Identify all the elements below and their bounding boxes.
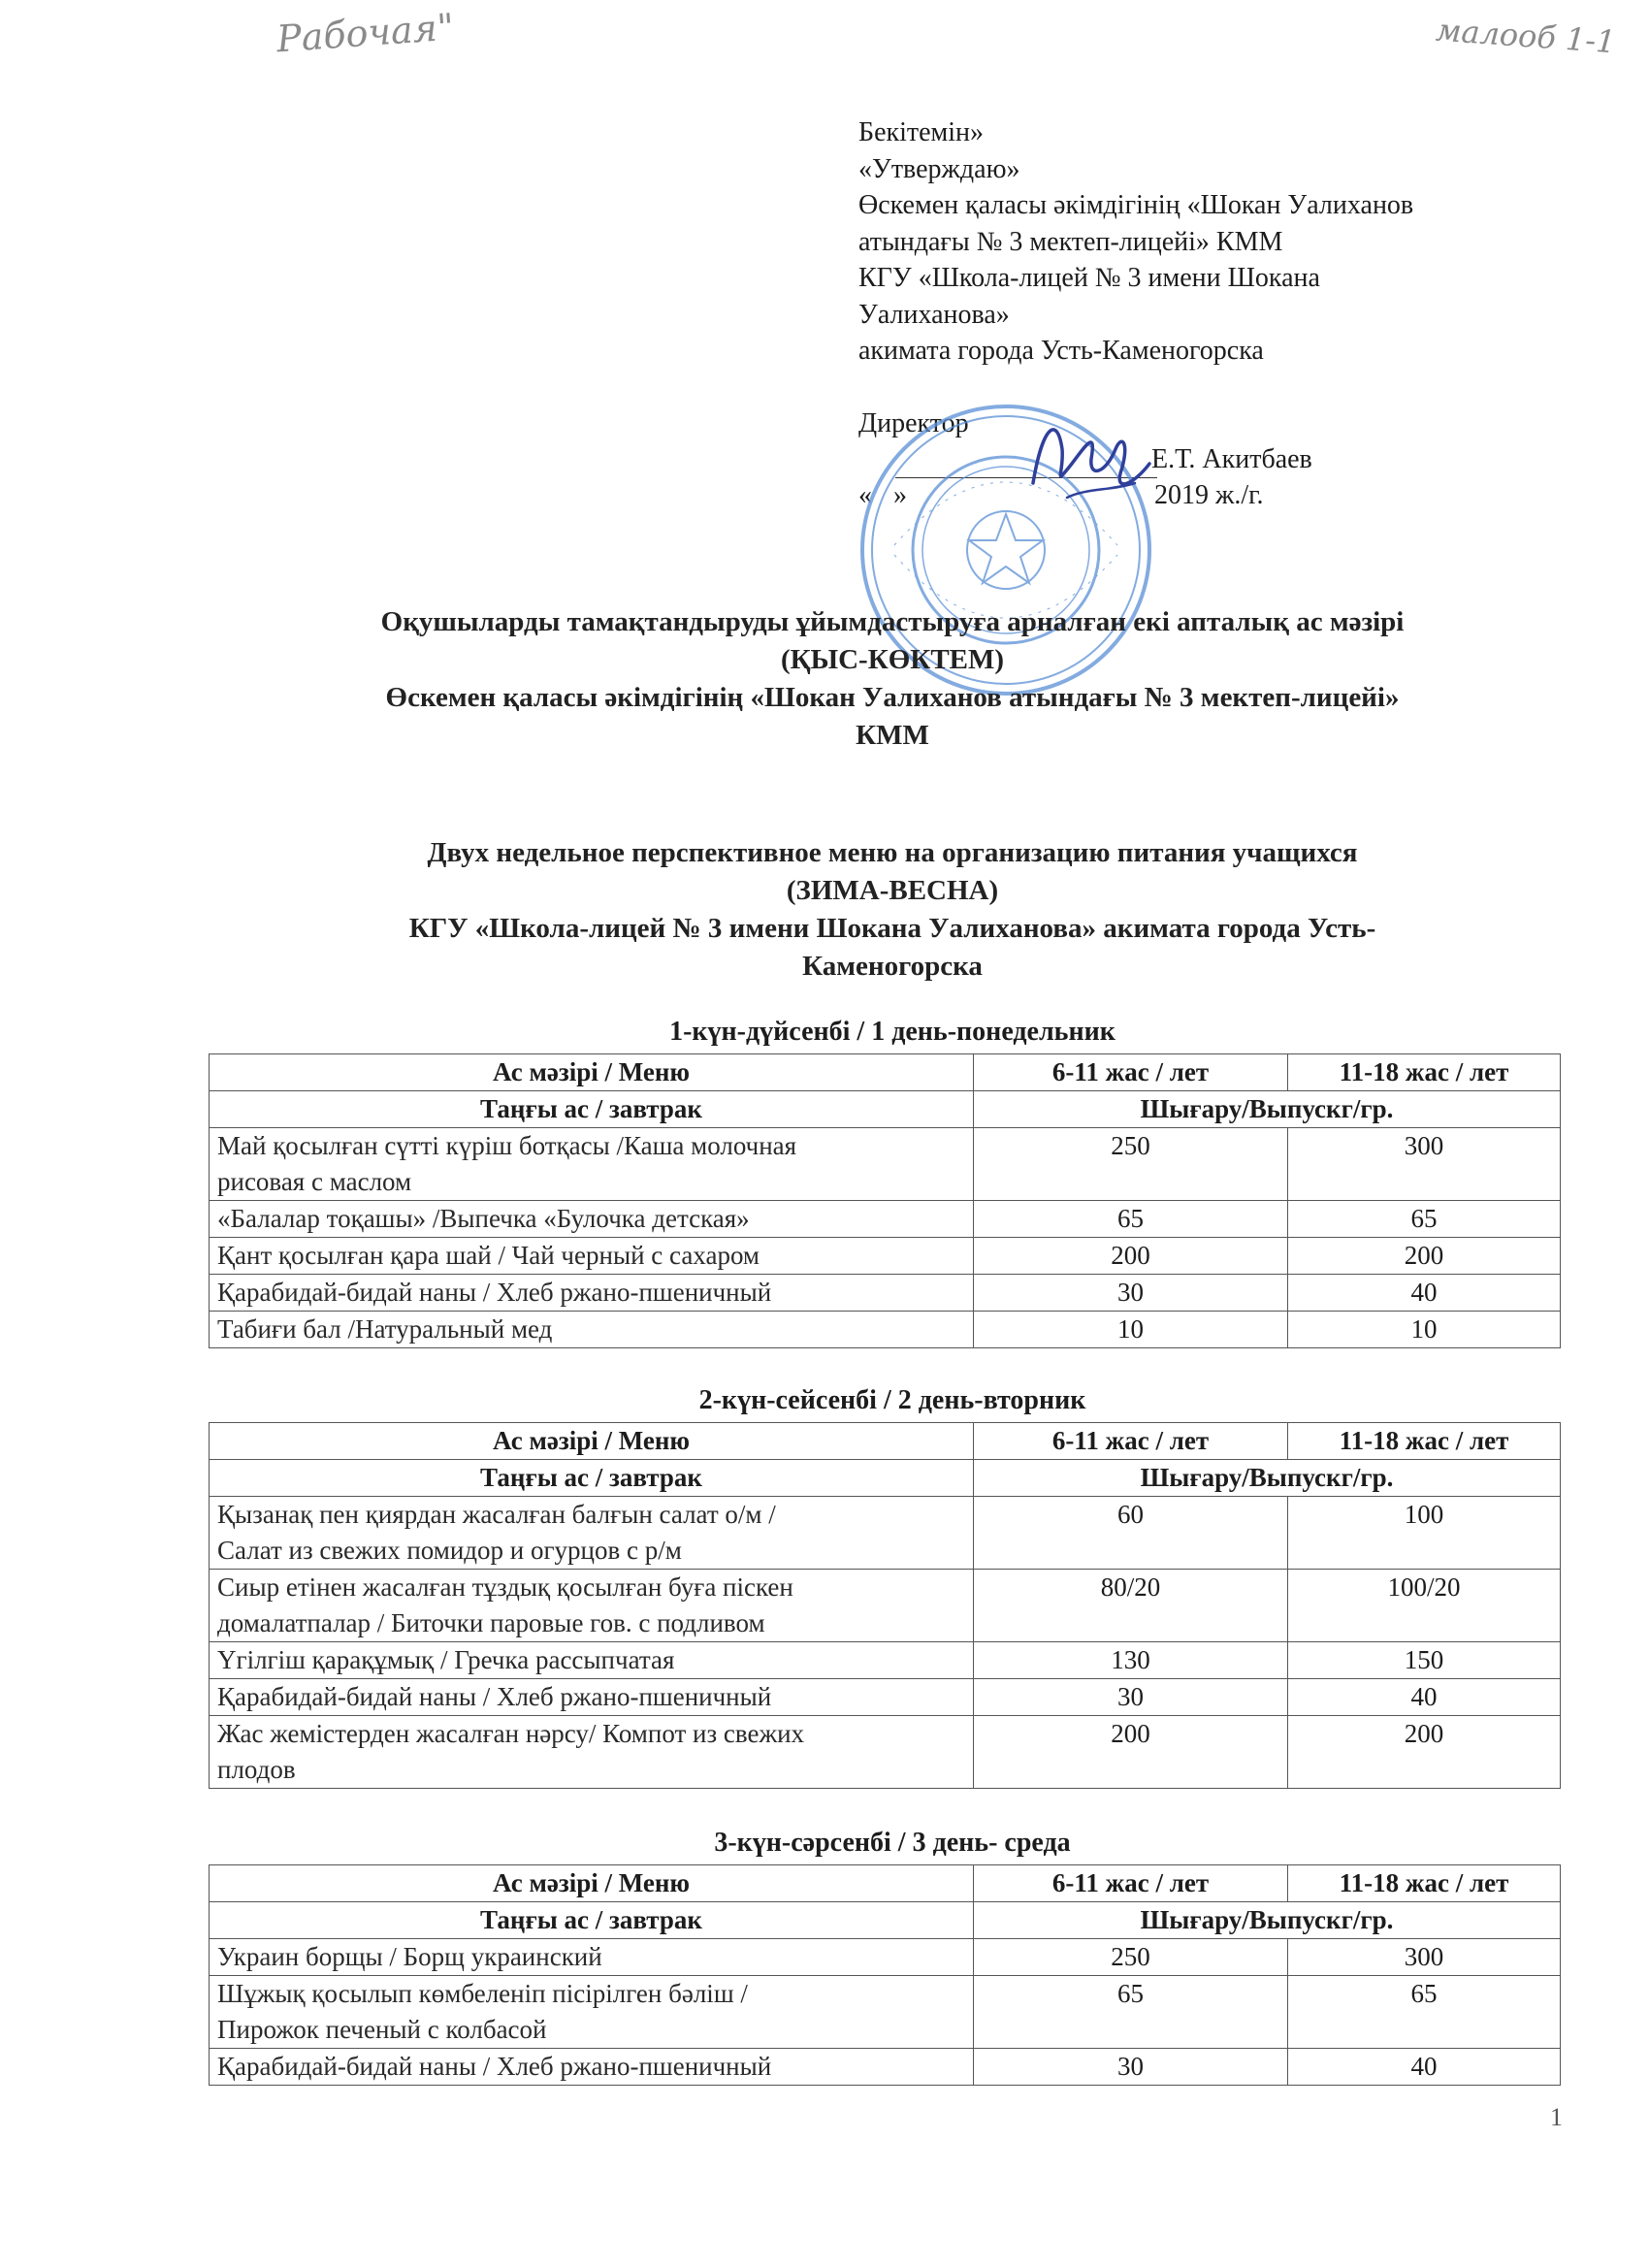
header-age-6-11: 6-11 жас / лет [974,1054,1288,1091]
header-menu: Ас мәзірі / Меню [210,1054,974,1091]
approval-line: Өскемен қаласы әкімдігінің «Шокан Уалиханов [858,190,1414,220]
portion-11-18: 65 [1288,1976,1561,2049]
portion-11-18: 200 [1288,1716,1561,1789]
table-row [210,1939,1561,1976]
heading-ru-line: КГУ «Школа-лицей № 3 имени Шокана Уалиханова» акимата города Усть- [408,913,1376,944]
table-row [210,1201,1561,1238]
heading-kz-line: (ҚЫС-КӨКТЕМ) [780,644,1005,675]
portion-6-11: 30 [974,1679,1288,1716]
approval-line: акимата города Усть-Каменогорска [858,336,1264,366]
portion-11-18: 40 [1288,1679,1561,1716]
portion-11-18: 40 [1288,2049,1561,2086]
date-close-quote: » [893,480,907,510]
dish-name: рисовая с маслом [217,1167,412,1196]
dish-name: Қарабидай-бидай наны / Хлеб ржано-пшеничный [210,1679,974,1716]
header-meal: Таңғы ас / завтрак [210,1091,974,1128]
table-row [210,1716,1561,1789]
header-output: Шығару/Выпускг/гр. [974,1460,1561,1497]
approval-line: Уалиханова» [858,299,1010,330]
portion-11-18: 100 [1288,1497,1561,1570]
header-output: Шығару/Выпускг/гр. [974,1091,1561,1128]
heading-kz-line: Оқушыларды тамақтандыруды ұйымдастыруға арналған екі апталық ас мәзірі [380,606,1405,637]
dish-name: плодов [217,1755,296,1784]
dish-name: Табиғи бал /Натуральный мед [210,1312,974,1348]
header-age-6-11: 6-11 жас / лет [974,1865,1288,1902]
portion-6-11: 60 [974,1497,1288,1570]
header-output: Шығару/Выпускг/гр. [974,1902,1561,1939]
dish-name: Шұжық қосылып көмбеленіп пісірілген бәліш / [217,1979,748,2008]
portion-6-11: 200 [974,1238,1288,1275]
heading-kazakh [209,603,1576,755]
portion-6-11: 250 [974,1128,1288,1201]
table-row [210,1275,1561,1312]
portion-6-11: 30 [974,2049,1288,2086]
director-signature-icon [1014,405,1159,512]
day-title: 2-күн-сейсенбі / 2 день-вторник [698,1385,1086,1415]
day-title: 3-күн-сәрсенбі / 3 день- среда [714,1828,1071,1858]
heading-ru-line: Двух недельное перспективное меню на организацию питания учащихся [427,837,1358,868]
table-row [210,1497,1561,1570]
menu-table-day-3 [209,1864,1561,2086]
table-row [210,1312,1561,1348]
header-age-11-18: 11-18 жас / лет [1288,1054,1561,1091]
heading-russian [209,834,1576,986]
header-menu: Ас мәзірі / Меню [210,1865,974,1902]
dish-name: Қарабидай-бидай наны / Хлеб ржано-пшеничный [210,2049,974,2086]
portion-11-18: 150 [1288,1642,1561,1679]
approval-line: «Утверждаю» [858,153,1020,184]
menu-table-day-1 [209,1053,1561,1348]
director-name: Е.Т. Акитбаев [1151,444,1312,474]
dish-name: Сиыр етінен жасалған тұздық қосылған буға піскен [217,1572,793,1602]
dish-name: Салат из свежих помидор и огурцов с р/м [217,1536,682,1565]
portion-6-11: 200 [974,1716,1288,1789]
header-meal: Таңғы ас / завтрак [210,1460,974,1497]
handwritten-note-right: малооб 1-1 [1434,11,1617,61]
table-row [210,1128,1561,1201]
dish-name: Қызанақ пен қиярдан жасалған балғын салат о/м / [217,1500,776,1529]
portion-6-11: 80/20 [974,1570,1288,1642]
portion-6-11: 130 [974,1642,1288,1679]
table-row [210,2049,1561,2086]
header-menu: Ас мәзірі / Меню [210,1423,974,1460]
approval-line: атындағы № 3 мектеп-лицейі» КММ [858,226,1283,257]
heading-kz-line: Өскемен қаласы әкімдігінің «Шокан Уалиханов атындағы № 3 мектеп-лицейі» [385,682,1400,713]
portion-11-18: 100/20 [1288,1570,1561,1642]
portion-11-18: 200 [1288,1238,1561,1275]
portion-6-11: 65 [974,1201,1288,1238]
header-age-11-18: 11-18 жас / лет [1288,1423,1561,1460]
portion-11-18: 40 [1288,1275,1561,1312]
portion-11-18: 10 [1288,1312,1561,1348]
dish-name: домалатпалар / Биточки паровые гов. с подливом [217,1608,765,1637]
portion-6-11: 250 [974,1939,1288,1976]
header-age-6-11: 6-11 жас / лет [974,1423,1288,1460]
date-open-quote: « [858,480,872,510]
portion-11-18: 65 [1288,1201,1561,1238]
director-label: Директор [858,407,969,438]
page-number: 1 [1550,2103,1563,2131]
handwritten-note-left: Рабочая" [275,5,456,61]
portion-6-11: 30 [974,1275,1288,1312]
header-meal: Таңғы ас / завтрак [210,1902,974,1939]
dish-name: Үгілгіш қарақұмық / Гречка рассыпчатая [210,1642,974,1679]
heading-ru-line: Каменогорска [802,951,983,982]
portion-6-11: 10 [974,1312,1288,1348]
portion-11-18: 300 [1288,1939,1561,1976]
menu-table-day-2 [209,1422,1561,1789]
dish-name: Қарабидай-бидай наны / Хлеб ржано-пшеничный [210,1275,974,1312]
header-age-11-18: 11-18 жас / лет [1288,1865,1561,1902]
portion-11-18: 300 [1288,1128,1561,1201]
heading-kz-line: КММ [856,720,929,751]
table-row [210,1976,1561,2049]
approval-line: Бекітемін» [858,117,985,147]
dish-name: Май қосылған сүтті күріш ботқасы /Каша молочная [217,1131,797,1160]
dish-name: Пирожок печеный с колбасой [217,2015,547,2044]
portion-6-11: 65 [974,1976,1288,2049]
day-title: 1-күн-дүйсенбі / 1 день-понедельник [669,1017,1116,1047]
table-row [210,1642,1561,1679]
table-row [210,1238,1561,1275]
approval-line: КГУ «Школа-лицей № 3 имени Шокана [858,263,1320,293]
dish-name: Украин борщы / Борщ украинский [210,1939,974,1976]
heading-ru-line: (ЗИМА-ВЕСНА) [786,875,999,906]
table-row [210,1570,1561,1642]
dish-name: Жас жемістерден жасалған нәрсу/ Компот из свежих [217,1719,805,1748]
dish-name: «Балалар тоқашы» /Выпечка «Булочка детская» [210,1201,974,1238]
table-row [210,1679,1561,1716]
dish-name: Қант қосылған қара шай / Чай черный с сахаром [210,1238,974,1275]
date-year: 2019 ж./г. [1154,480,1264,510]
